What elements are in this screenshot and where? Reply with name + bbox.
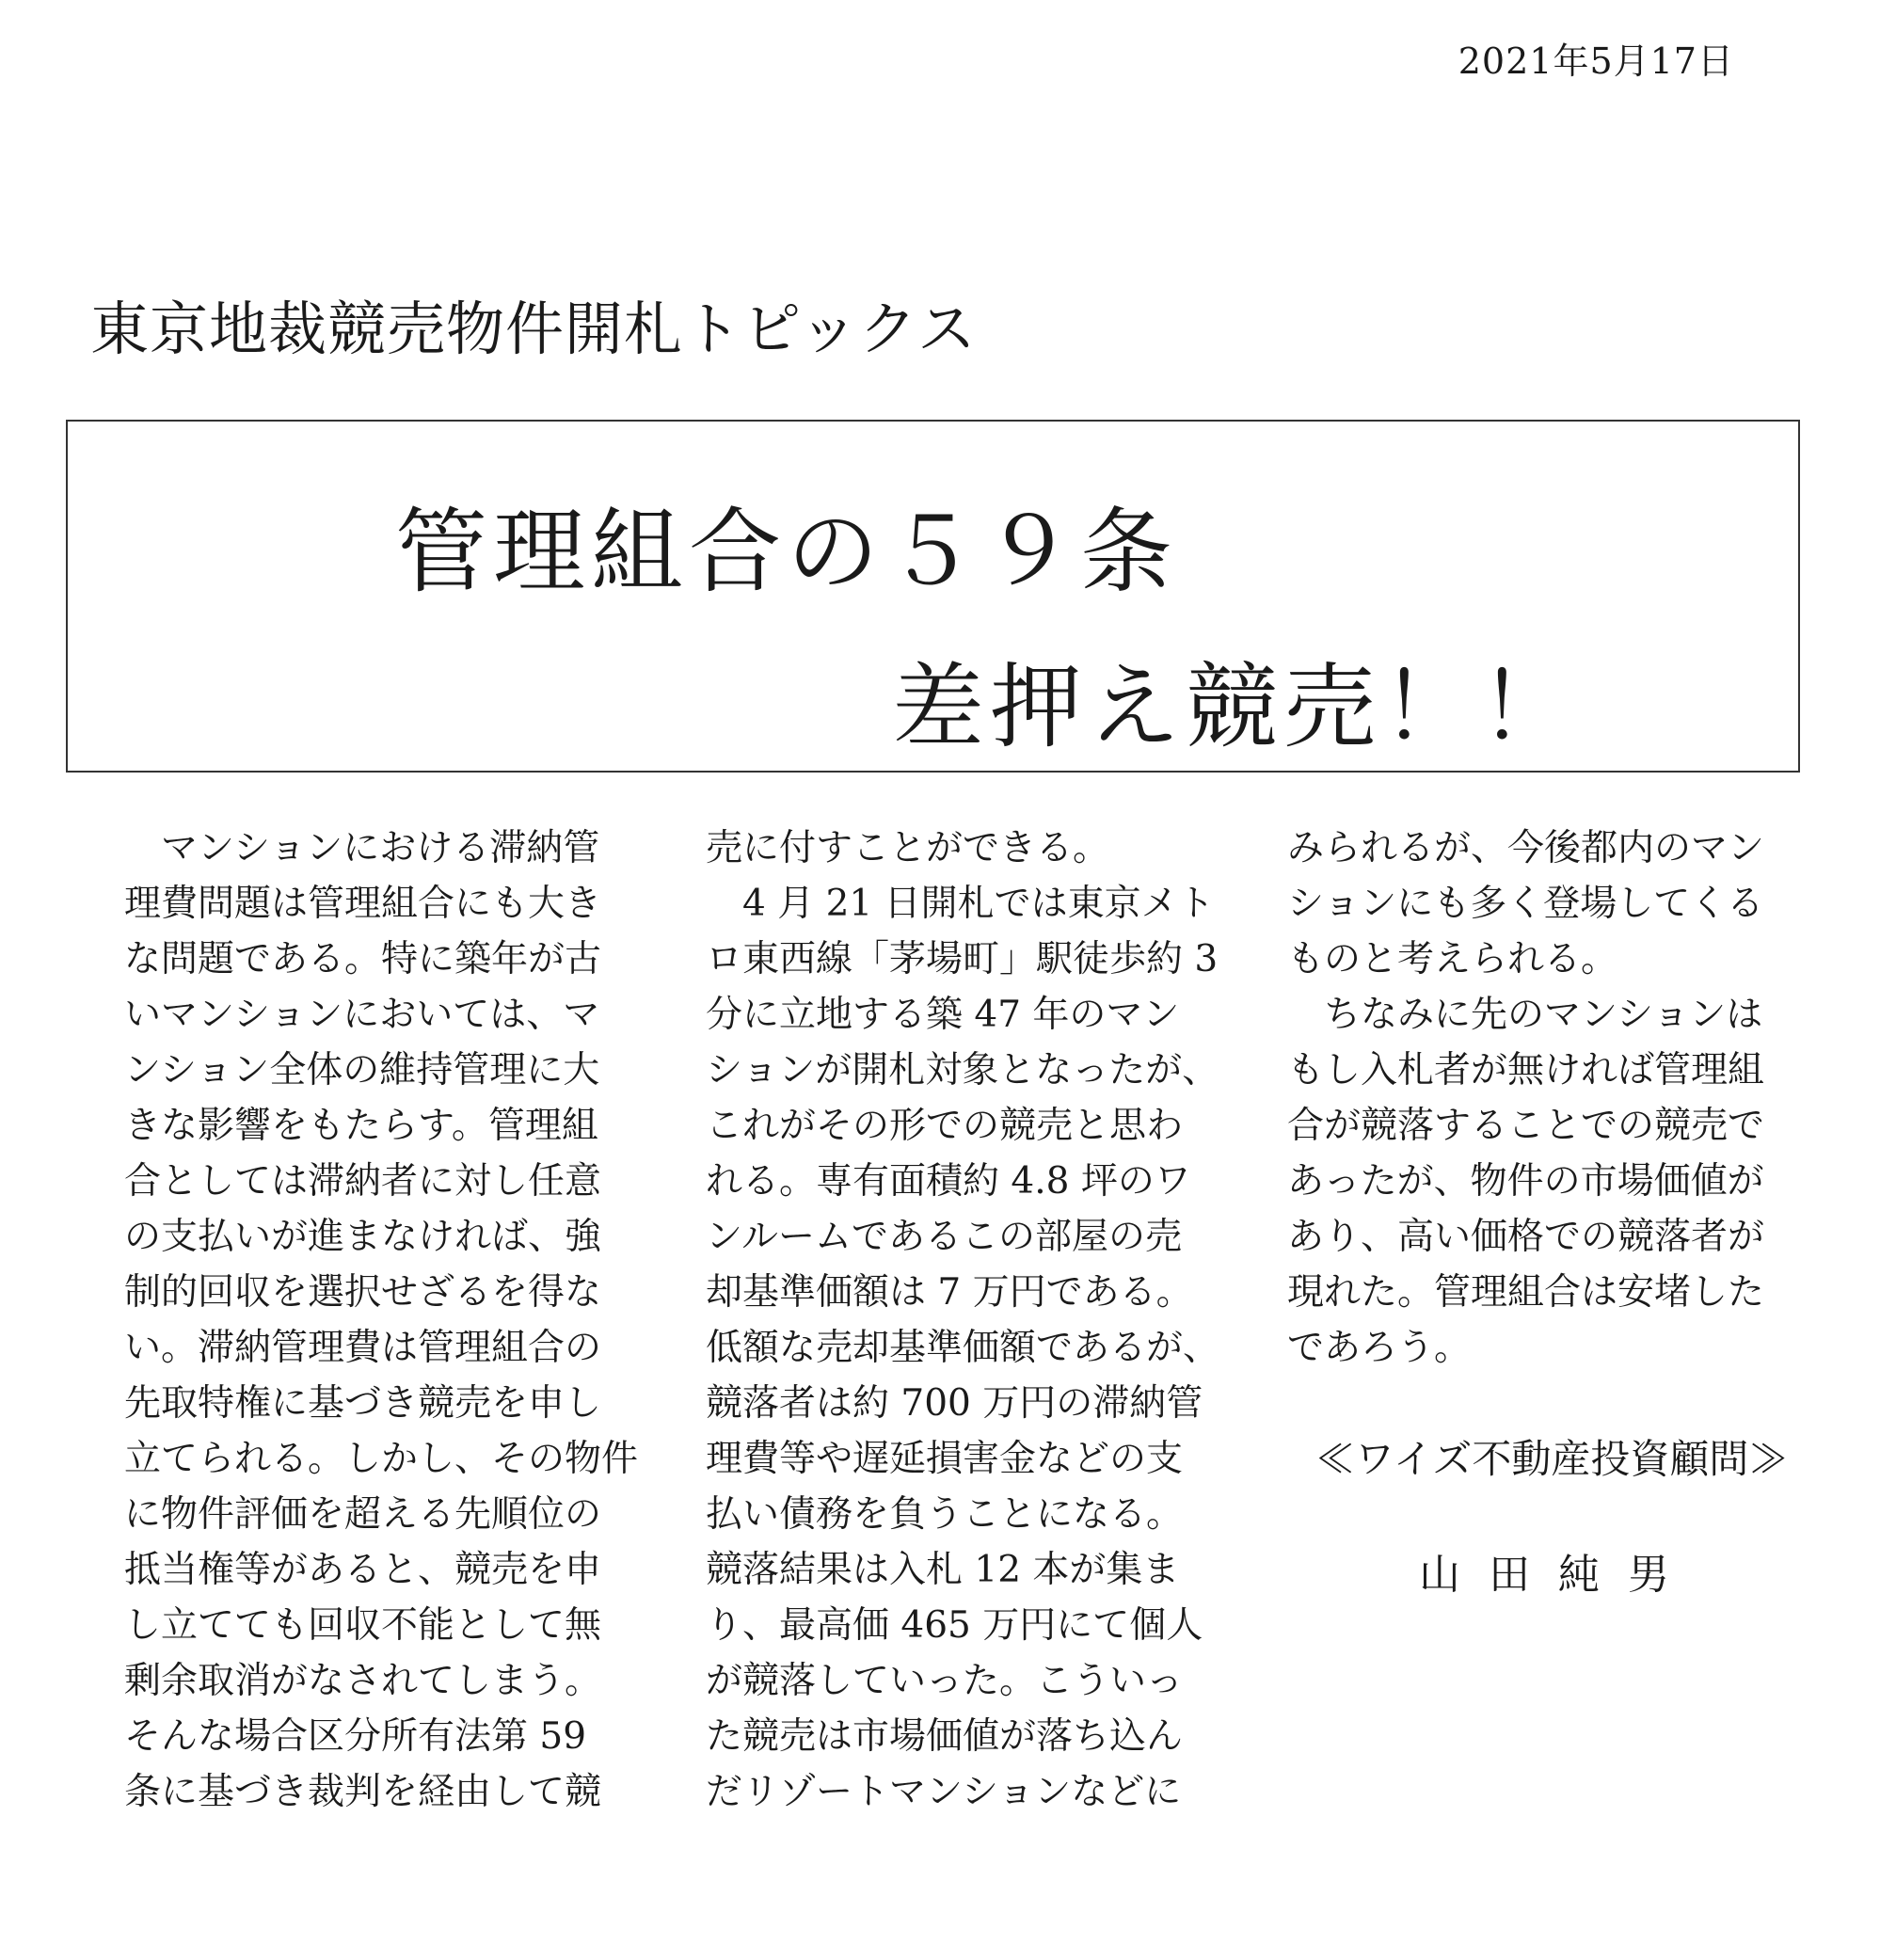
column-line: れる。専有面積約 4.8 坪のワ — [706, 1160, 1191, 1203]
column-line: もし入札者が無ければ管理組 — [1287, 1049, 1765, 1092]
column-line: た競売は市場価値が落ち込ん — [706, 1715, 1184, 1758]
column-line: ンルームであるこの部屋の売 — [706, 1216, 1183, 1258]
column-line: 条に基づき裁判を経由して競 — [124, 1771, 602, 1813]
column-line: 払い債務を負うことになる。 — [706, 1493, 1184, 1536]
signature-author-name: 山田純男 — [1419, 1551, 1697, 1599]
column-line: マンションにおける滞納管 — [124, 827, 600, 869]
column-line: 低額な売却基準価額であるが、 — [706, 1327, 1220, 1369]
column-line: ションが開札対象となったが、 — [706, 1049, 1219, 1092]
article-column-1 — [124, 821, 637, 1820]
column-line: だリゾートマンションなどに — [706, 1771, 1182, 1813]
column-line: 分に立地する築 47 年のマン — [706, 994, 1180, 1036]
column-line: り、最高価 465 万円にて個人 — [706, 1604, 1203, 1647]
column-line: 合が競落することでの競売で — [1287, 1105, 1765, 1147]
column-line: 合としては滞納者に対し任意 — [124, 1160, 602, 1203]
column-line: であろう。 — [1287, 1327, 1472, 1369]
column-line: 競落者は約 700 万円の滞納管 — [706, 1382, 1203, 1425]
column-line: 抵当権等があると、競売を申 — [124, 1549, 602, 1591]
column-line: に物件評価を超える先順位の — [124, 1493, 602, 1536]
column-line: ンション全体の維持管理に大 — [124, 1049, 600, 1092]
column-line: 制的回収を選択せざるを得な — [124, 1271, 602, 1314]
column-line: いマンションにおいては、マ — [124, 994, 600, 1036]
column-line: これがその形での競売と思わ — [706, 1105, 1184, 1147]
column-line: 競落結果は入札 12 本が集ま — [706, 1549, 1180, 1591]
column-line: 却基準価額は 7 万円である。 — [706, 1271, 1193, 1314]
signature-organization: ≪ワイズ不動産投資顧問≫ — [1315, 1436, 1789, 1482]
column-line: 理費問題は管理組合にも大き — [124, 883, 602, 925]
column-line: の支払いが進まなければ、強 — [124, 1216, 602, 1258]
headline-box — [66, 420, 1800, 773]
column-line: 4 月 21 日開札では東京メト — [706, 883, 1215, 925]
article-column-3 — [1287, 821, 1814, 1376]
column-line: ロ東西線「茅場町」駅徒歩約 3 — [706, 938, 1219, 980]
column-line: 剰余取消がなされてしまう。 — [124, 1660, 602, 1702]
column-line: し立てても回収不能として無 — [124, 1604, 602, 1647]
column-line: い。滞納管理費は管理組合の — [124, 1327, 602, 1369]
article-column-2 — [706, 821, 1233, 1820]
column-line: あり、高い価格での競落者が — [1287, 1216, 1765, 1258]
column-line: みられるが、今後都内のマン — [1287, 827, 1765, 869]
column-line: ちなみに先のマンションは — [1287, 994, 1763, 1036]
column-line: な問題である。特に築年が古 — [124, 938, 602, 980]
column-line: きな影響をもたらす。管理組 — [124, 1105, 598, 1147]
column-line: ションにも多く登場してくる — [1287, 883, 1764, 925]
section-kicker: 東京地裁競売物件開札トピックス — [90, 295, 977, 363]
column-line: 先取特権に基づき競売を申し — [124, 1382, 602, 1425]
column-line: そんな場合区分所有法第 59 — [124, 1715, 587, 1758]
article-date: 2021年5月17日 — [1458, 40, 1734, 82]
column-line: ものと考えられる。 — [1287, 938, 1618, 980]
column-line: 立てられる。しかし、その物件 — [124, 1438, 639, 1480]
column-line: が競落していった。こういっ — [706, 1660, 1184, 1702]
column-line: あったが、物件の市場価値が — [1287, 1160, 1764, 1203]
column-line: 理費等や遅延損害金などの支 — [706, 1438, 1184, 1480]
headline-line-1: 管理組合の５９条 — [395, 499, 1179, 606]
column-line: 売に付すことができる。 — [706, 827, 1110, 869]
column-line: 現れた。管理組合は安堵した — [1287, 1271, 1765, 1314]
headline-line-2: 差押え競売！！ — [892, 654, 1578, 761]
